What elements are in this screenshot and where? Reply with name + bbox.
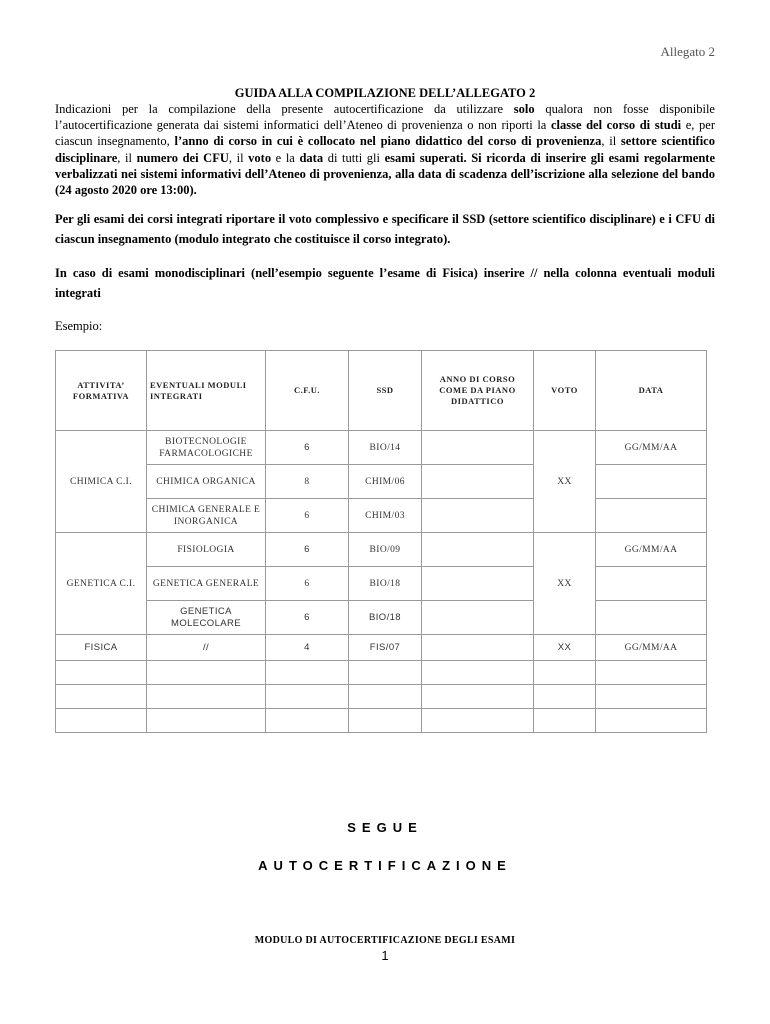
course-name: GENETICA C.I. bbox=[56, 533, 147, 635]
cfu-value: 6 bbox=[266, 499, 349, 533]
guide-title: GUIDA ALLA COMPILAZIONE DELL’ALLEGATO 2 bbox=[234, 86, 536, 100]
intro-text: , il bbox=[601, 134, 621, 149]
table-row-empty bbox=[56, 709, 707, 733]
empty-cell bbox=[596, 685, 707, 709]
allegato-label: Allegato 2 bbox=[660, 44, 715, 59]
table-row bbox=[56, 499, 707, 533]
data-cell bbox=[596, 465, 707, 499]
ssd-value: FIS/07 bbox=[349, 635, 422, 661]
table-row bbox=[56, 465, 707, 499]
empty-cell bbox=[534, 685, 596, 709]
header-data: DATA bbox=[596, 351, 707, 431]
header-moduli: EVENTUALI MODULI INTEGRATI bbox=[147, 351, 266, 431]
intro-bold: esami superati. bbox=[384, 150, 467, 165]
empty-cell bbox=[534, 661, 596, 685]
empty-cell bbox=[349, 685, 422, 709]
example-table bbox=[55, 350, 707, 733]
data-value: GG/MM/AA bbox=[596, 533, 707, 567]
intro-bold: solo bbox=[513, 102, 535, 116]
empty-cell bbox=[422, 661, 534, 685]
anno-cell bbox=[422, 465, 534, 499]
empty-cell bbox=[422, 685, 534, 709]
intro-text: Indicazioni per la compilazione della presente autocertificazione da utilizzare bbox=[55, 102, 514, 116]
empty-cell bbox=[596, 709, 707, 733]
intro-text: e, per ciascun insegnamento, bbox=[55, 118, 715, 149]
voto-value: XX bbox=[534, 431, 596, 533]
module-name: GENETICA MOLECOLARE bbox=[147, 601, 266, 635]
data-value: GG/MM/AA bbox=[596, 635, 707, 661]
ssd-value: BIO/14 bbox=[349, 431, 422, 465]
monodisciplinary-note: In caso di esami monodisciplinari (nell’esempio seguente l’esame di Fisica) inserire // nella colonna eventuali moduli integrati bbox=[55, 266, 715, 300]
cfu-value: 6 bbox=[266, 533, 349, 567]
header-voto: VOTO bbox=[534, 351, 596, 431]
empty-cell bbox=[56, 709, 147, 733]
autocertificazione-heading: AUTOCERTIFICAZIONE bbox=[258, 858, 512, 873]
empty-cell bbox=[349, 661, 422, 685]
anno-cell bbox=[422, 533, 534, 567]
table-row bbox=[56, 635, 707, 661]
ssd-value: BIO/09 bbox=[349, 533, 422, 567]
course-name: FISICA bbox=[56, 635, 147, 661]
intro-text: di tutti gli bbox=[323, 150, 385, 165]
voto-value: XX bbox=[534, 635, 596, 661]
table-row bbox=[56, 431, 707, 465]
module-name: CHIMICA ORGANICA bbox=[147, 465, 266, 499]
intro-bold: settore scientifico disciplinare bbox=[55, 134, 715, 165]
anno-cell bbox=[422, 431, 534, 465]
empty-cell bbox=[422, 709, 534, 733]
module-name: FISIOLOGIA bbox=[147, 533, 266, 567]
cfu-value: 6 bbox=[266, 567, 349, 601]
module-name: // bbox=[147, 635, 266, 661]
integrated-courses-note: Per gli esami dei corsi integrati riportare il voto complessivo e specificare il SSD (settore scientifico disciplinare) e i CFU di ciascun insegnamento (modulo integrato che costituisce il corso integrato). bbox=[55, 212, 715, 246]
empty-cell bbox=[534, 709, 596, 733]
empty-cell bbox=[56, 685, 147, 709]
header-attivita: ATTIVITA’ FORMATIVA bbox=[56, 351, 147, 431]
footer-title: MODULO DI AUTOCERTIFICAZIONE DEGLI ESAMI bbox=[254, 935, 516, 946]
table-row bbox=[56, 533, 707, 567]
header-cfu: C.F.U. bbox=[266, 351, 349, 431]
empty-cell bbox=[56, 661, 147, 685]
empty-cell bbox=[147, 685, 266, 709]
module-name: GENETICA GENERALE bbox=[147, 567, 266, 601]
intro-bold: numero dei CFU bbox=[136, 150, 229, 165]
table-row-empty bbox=[56, 685, 707, 709]
anno-cell bbox=[422, 499, 534, 533]
table-row bbox=[56, 567, 707, 601]
header-anno: ANNO DI CORSO COME DA PIANO DIDATTICO bbox=[422, 351, 534, 431]
intro-text: e la bbox=[271, 150, 300, 165]
intro-text: , il bbox=[117, 150, 137, 165]
empty-cell bbox=[349, 709, 422, 733]
intro-text: qualora non fosse disponibile l’autocertificazione generata dai sistemi informatici dell’Ateneo di provenienza o non riporti la bbox=[55, 102, 715, 133]
segue-heading: SEGUE bbox=[347, 820, 423, 835]
module-name: CHIMICA GENERALE E INORGANICA bbox=[147, 499, 266, 533]
intro-bold: classe del corso di studi bbox=[550, 118, 682, 133]
ssd-value: BIO/18 bbox=[349, 567, 422, 601]
ssd-value: BIO/18 bbox=[349, 601, 422, 635]
ssd-value: CHIM/06 bbox=[349, 465, 422, 499]
data-cell bbox=[596, 601, 707, 635]
cfu-value: 8 bbox=[266, 465, 349, 499]
ssd-value: CHIM/03 bbox=[349, 499, 422, 533]
empty-cell bbox=[266, 709, 349, 733]
table-row-empty bbox=[56, 661, 707, 685]
course-name: CHIMICA C.I. bbox=[56, 431, 147, 533]
intro-paragraph bbox=[55, 101, 715, 198]
cfu-value: 6 bbox=[266, 601, 349, 635]
table-row bbox=[56, 601, 707, 635]
cfu-value: 6 bbox=[266, 431, 349, 465]
intro-text: , il bbox=[228, 150, 249, 165]
empty-cell bbox=[266, 661, 349, 685]
intro-bold: Si ricorda di inserire gli esami regolarmente verbalizzati nei sistemi informativi dell’Ateneo di provenienza, alla data di scadenza dell’iscrizione alla selezione del bando (24 agosto 2020 ore 13:00). bbox=[55, 150, 715, 198]
data-cell bbox=[596, 499, 707, 533]
voto-value: XX bbox=[534, 533, 596, 635]
anno-cell bbox=[422, 567, 534, 601]
empty-cell bbox=[266, 685, 349, 709]
intro-bold: data bbox=[299, 150, 324, 165]
data-cell bbox=[596, 567, 707, 601]
empty-cell bbox=[147, 709, 266, 733]
empty-cell bbox=[147, 661, 266, 685]
data-value: GG/MM/AA bbox=[596, 431, 707, 465]
empty-cell bbox=[596, 661, 707, 685]
example-label: Esempio: bbox=[55, 319, 103, 333]
module-name: BIOTECNOLOGIE FARMACOLOGICHE bbox=[147, 431, 266, 465]
table-header-row bbox=[56, 351, 707, 431]
anno-cell bbox=[422, 635, 534, 661]
anno-cell bbox=[422, 601, 534, 635]
page-number: 1 bbox=[381, 948, 389, 963]
intro-bold: voto bbox=[248, 150, 272, 165]
intro-bold: l’anno di corso in cui è collocato nel piano didattico del corso di provenienza bbox=[174, 134, 602, 149]
cfu-value: 4 bbox=[266, 635, 349, 661]
header-ssd: SSD bbox=[349, 351, 422, 431]
